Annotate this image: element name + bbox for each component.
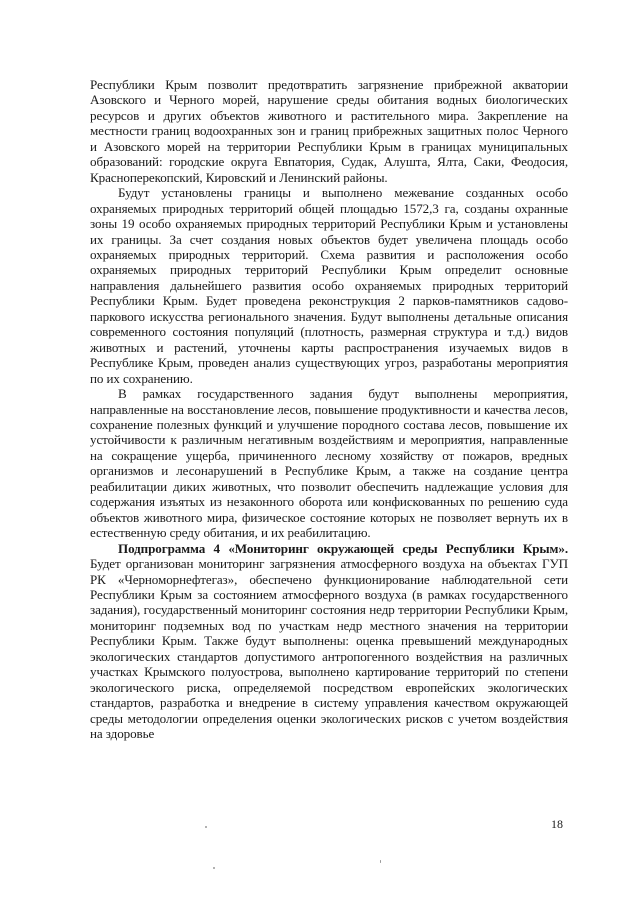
scan-speck (205, 826, 207, 828)
paragraph-1: Республики Крым позволит предотвратить загрязнение прибрежной акватории Азовского и Черного морей, нарушение среды обитания водных биологических ресурсов и других объектов животного и растительного мира. Закрепление на местности границ водоохранных зон и границ прибрежных защитных полос Черного и Азовского морей на территории Республики Крым в границах муниципальных образований: городские округа Евпатория, Судак, Алушта, Ялта, Саки, Феодосия, Красноперекопский, Кировский и Ленинский районы. (90, 77, 568, 185)
paragraph-2: Будут установлены границы и выполнено межевание созданных особо охраняемых природных территорий общей площадью 1572,3 га, созданы охранные зоны 19 особо охраняемых природных территорий Республики Крым и установлены их границы. За счет создания новых объектов будет увеличена площадь особо охраняемых природных территорий. Схема развития и расположения особо охраняемых природных территорий Республики Крым определит основные направления дальнейшего развития особо охраняемых природных территорий Республики Крым. Будет проведена реконструкция 2 парков-памятников садово-паркового искусства регионального значения. Будут выполнены детальные описания современного состояния популяций (плотность, размерная структура и т.д.) видов животных и растений, уточнены карты распространения изучаемых видов в Республике Крым, проведен анализ существующих угроз, разработаны мероприятия по их сохранению. (90, 185, 568, 386)
scan-speck (380, 860, 381, 863)
paragraph-3: В рамках государственного задания будут выполнены мероприятия, направленные на восстановление лесов, повышение продуктивности и качества лесов, сохранение полезных функций и улучшение породного состава лесов, повышение их устойчивости к различным негативным воздействиям и мероприятия, направленные на сокращение ущерба, причиненного лесному хозяйству от пожаров, вредных организмов и лесонарушений в Республике Крым, а также на создание центра реабилитации диких животных, что позволит обеспечить надлежащие условия для содержания изъятых из незаконного оборота или конфискованных по решению суда объектов животного мира, физическое состояние которых не позволяет вернуть их в естественную среду обитания, и их реабилитацию. (90, 386, 568, 541)
subprogram-heading: Подпрограмма 4 «Мониторинг окружающей среды Республики Крым». (118, 540, 568, 556)
document-body (90, 77, 568, 741)
paragraph-4 (90, 541, 568, 742)
scan-speck (213, 867, 215, 869)
paragraph-4-text: Будет организован мониторинг загрязнения атмосферного воздуха на объектах ГУП РК «Черноморнефтегаз», обеспечено функционирование наблюдательной сети Республики Крым за состоянием атмосферного воздуха (в рамках государственного задания), государственный мониторинг состояния недр территории Республики Крым, мониторинг подземных вод по участкам недр местного значения на территории Республики Крым. Также будут выполнены: оценка превышений международных экологических стандартов допустимого антропогенного воздействия на различных участках Крымского полуострова, выполнено картирование территорий по степени экологического риска, определяемой посредством европейских экологических стандартов, разработка и внедрение в систему управления качеством окружающей среды методологии определения оценки экологических рисков с учетом воздействия на здоровье (90, 556, 568, 742)
page-number: 18 (551, 817, 563, 831)
